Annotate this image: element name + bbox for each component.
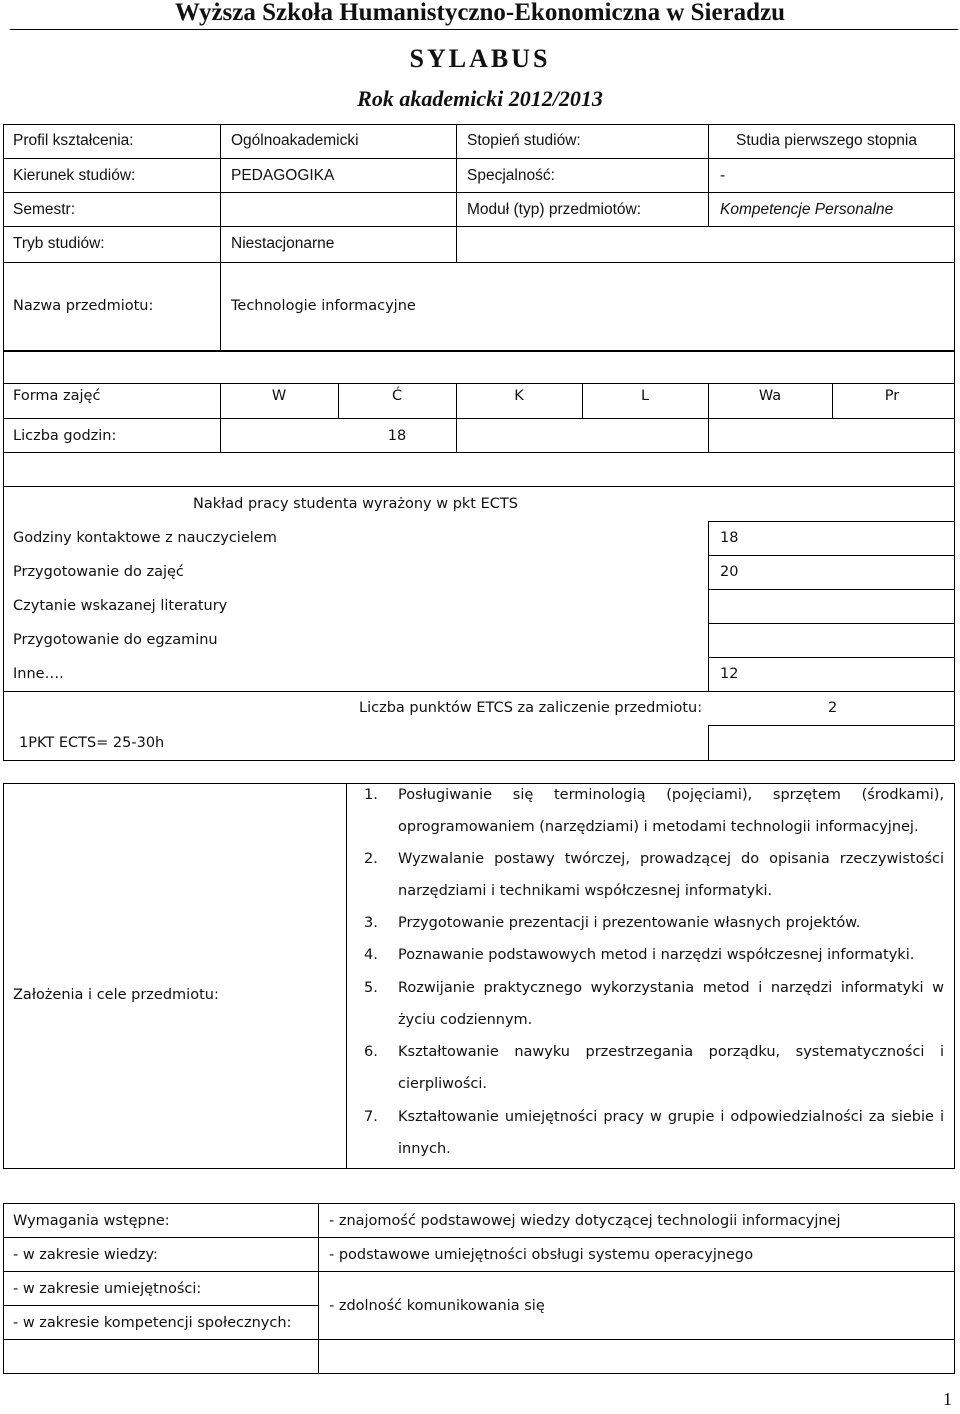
ects-row-value: 18: [720, 530, 739, 546]
req-wiedza-label: - w zakresie wiedzy:: [13, 1247, 158, 1263]
stopien-label: Stopień studiów:: [467, 132, 581, 149]
specjalnosc-label: Specjalność:: [467, 167, 555, 184]
tryb-value: Niestacjonarne: [231, 235, 335, 252]
goal-text: Poznawanie podstawowych metod i narzędzi współczesnej informatyki.: [398, 947, 915, 963]
ects-heading: Nakład pracy studenta wyrażony w pkt ECTS: [193, 496, 518, 512]
godziny-w-value: 18: [387, 428, 407, 444]
page-number: 1: [943, 1389, 952, 1409]
goal-number: 5.: [364, 980, 378, 996]
document-title: SYLABUS: [409, 44, 551, 73]
modul-value: Kompetencje Personalne: [720, 201, 894, 218]
req-value: - zdolność komunikowania się: [329, 1298, 545, 1314]
forma-col-wa: Wa: [758, 388, 782, 404]
goal-number: 7.: [364, 1109, 378, 1125]
forma-col-k: K: [514, 388, 524, 404]
forma-col-pr: Pr: [884, 388, 900, 404]
ects-row-value: 20: [720, 564, 739, 580]
req-kompetencje-label: - w zakresie kompetencji społecznych:: [13, 1315, 292, 1331]
goal-number: 6.: [364, 1044, 378, 1060]
goal-text: Rozwijanie praktycznego wykorzystania metod i narzędzi informatyki w życiu codziennym.: [398, 980, 944, 1028]
req-umiejetnosci-label: - w zakresie umiejętności:: [13, 1281, 202, 1297]
ects-row-label: Przygotowanie do egzaminu: [13, 632, 218, 648]
stopien-value: Studia pierwszego stopnia: [736, 132, 917, 149]
forma-label: Forma zajęć: [13, 388, 101, 404]
header-rule: [10, 29, 958, 30]
school-name: Wyższa Szkoła Humanistyczno-Ekonomiczna w Sieradzu: [174, 0, 786, 26]
goal-text: Kształtowanie nawyku przestrzegania porządku, systematyczności i cierpliwości.: [398, 1044, 944, 1092]
forma-col-w: W: [271, 388, 287, 404]
goal-number: 3.: [364, 915, 378, 931]
profil-label: Profil kształcenia:: [13, 132, 134, 149]
goals-label: Założenia i cele przedmiotu:: [13, 987, 219, 1003]
semestr-label: Semestr:: [13, 201, 76, 218]
req-heading: Wymagania wstępne:: [13, 1213, 170, 1229]
tryb-label: Tryb studiów:: [13, 235, 105, 252]
goal-number: 4.: [364, 947, 378, 963]
ects-row-value: 12: [720, 666, 739, 682]
ects-points-label: Liczba punktów ETCS za zaliczenie przedmiotu:: [359, 700, 703, 716]
goal-text: Wyzwalanie postawy twórczej, prowadzącej do opisania rzeczywistości narzędziami i technikami współczesnej informatyki.: [398, 851, 944, 899]
ects-row-label: Przygotowanie do zajęć: [13, 564, 184, 580]
academic-year: Rok akademicki 2012/2013: [357, 86, 603, 111]
nazwa-value: Technologie informacyjne: [231, 298, 416, 314]
ects-row-label: Czytanie wskazanej literatury: [13, 598, 228, 614]
nazwa-label: Nazwa przedmiotu:: [13, 298, 154, 314]
ects-row-label: Godziny kontaktowe z nauczycielem: [13, 530, 277, 546]
profil-value: Ogólnoakademicki: [231, 132, 359, 149]
goal-text: Kształtowanie umiejętności pracy w grupie i odpowiedzialności za siebie i innych.: [398, 1109, 944, 1157]
forma-col-c: Ć: [391, 388, 403, 404]
goal-number: 1.: [364, 787, 378, 803]
ects-points-value: 2: [828, 700, 838, 716]
kierunek-label: Kierunek studiów:: [13, 167, 136, 184]
goal-number: 2.: [364, 851, 378, 867]
goal-text: Przygotowanie prezentacji i prezentowanie własnych projektów.: [398, 915, 861, 931]
kierunek-value: PEDAGOGIKA: [231, 167, 335, 184]
req-value: - podstawowe umiejętności obsługi systemu operacyjnego: [329, 1247, 754, 1263]
godziny-label: Liczba godzin:: [13, 428, 117, 444]
specjalnosc-value: -: [720, 167, 726, 184]
ects-pkt-note: 1PKT ECTS= 25-30h: [19, 735, 165, 751]
forma-col-l: L: [640, 388, 650, 404]
goal-text: Posługiwanie się terminologią (pojęciami), sprzętem (środkami), oprogramowaniem (narzędziami) i metodami technologii informacyjnej.: [398, 787, 944, 835]
ects-row-label: Inne….: [13, 666, 64, 682]
req-value: - znajomość podstawowej wiedzy dotyczącej technologii informacyjnej: [329, 1213, 841, 1229]
modul-label: Moduł (typ) przedmiotów:: [467, 201, 642, 218]
